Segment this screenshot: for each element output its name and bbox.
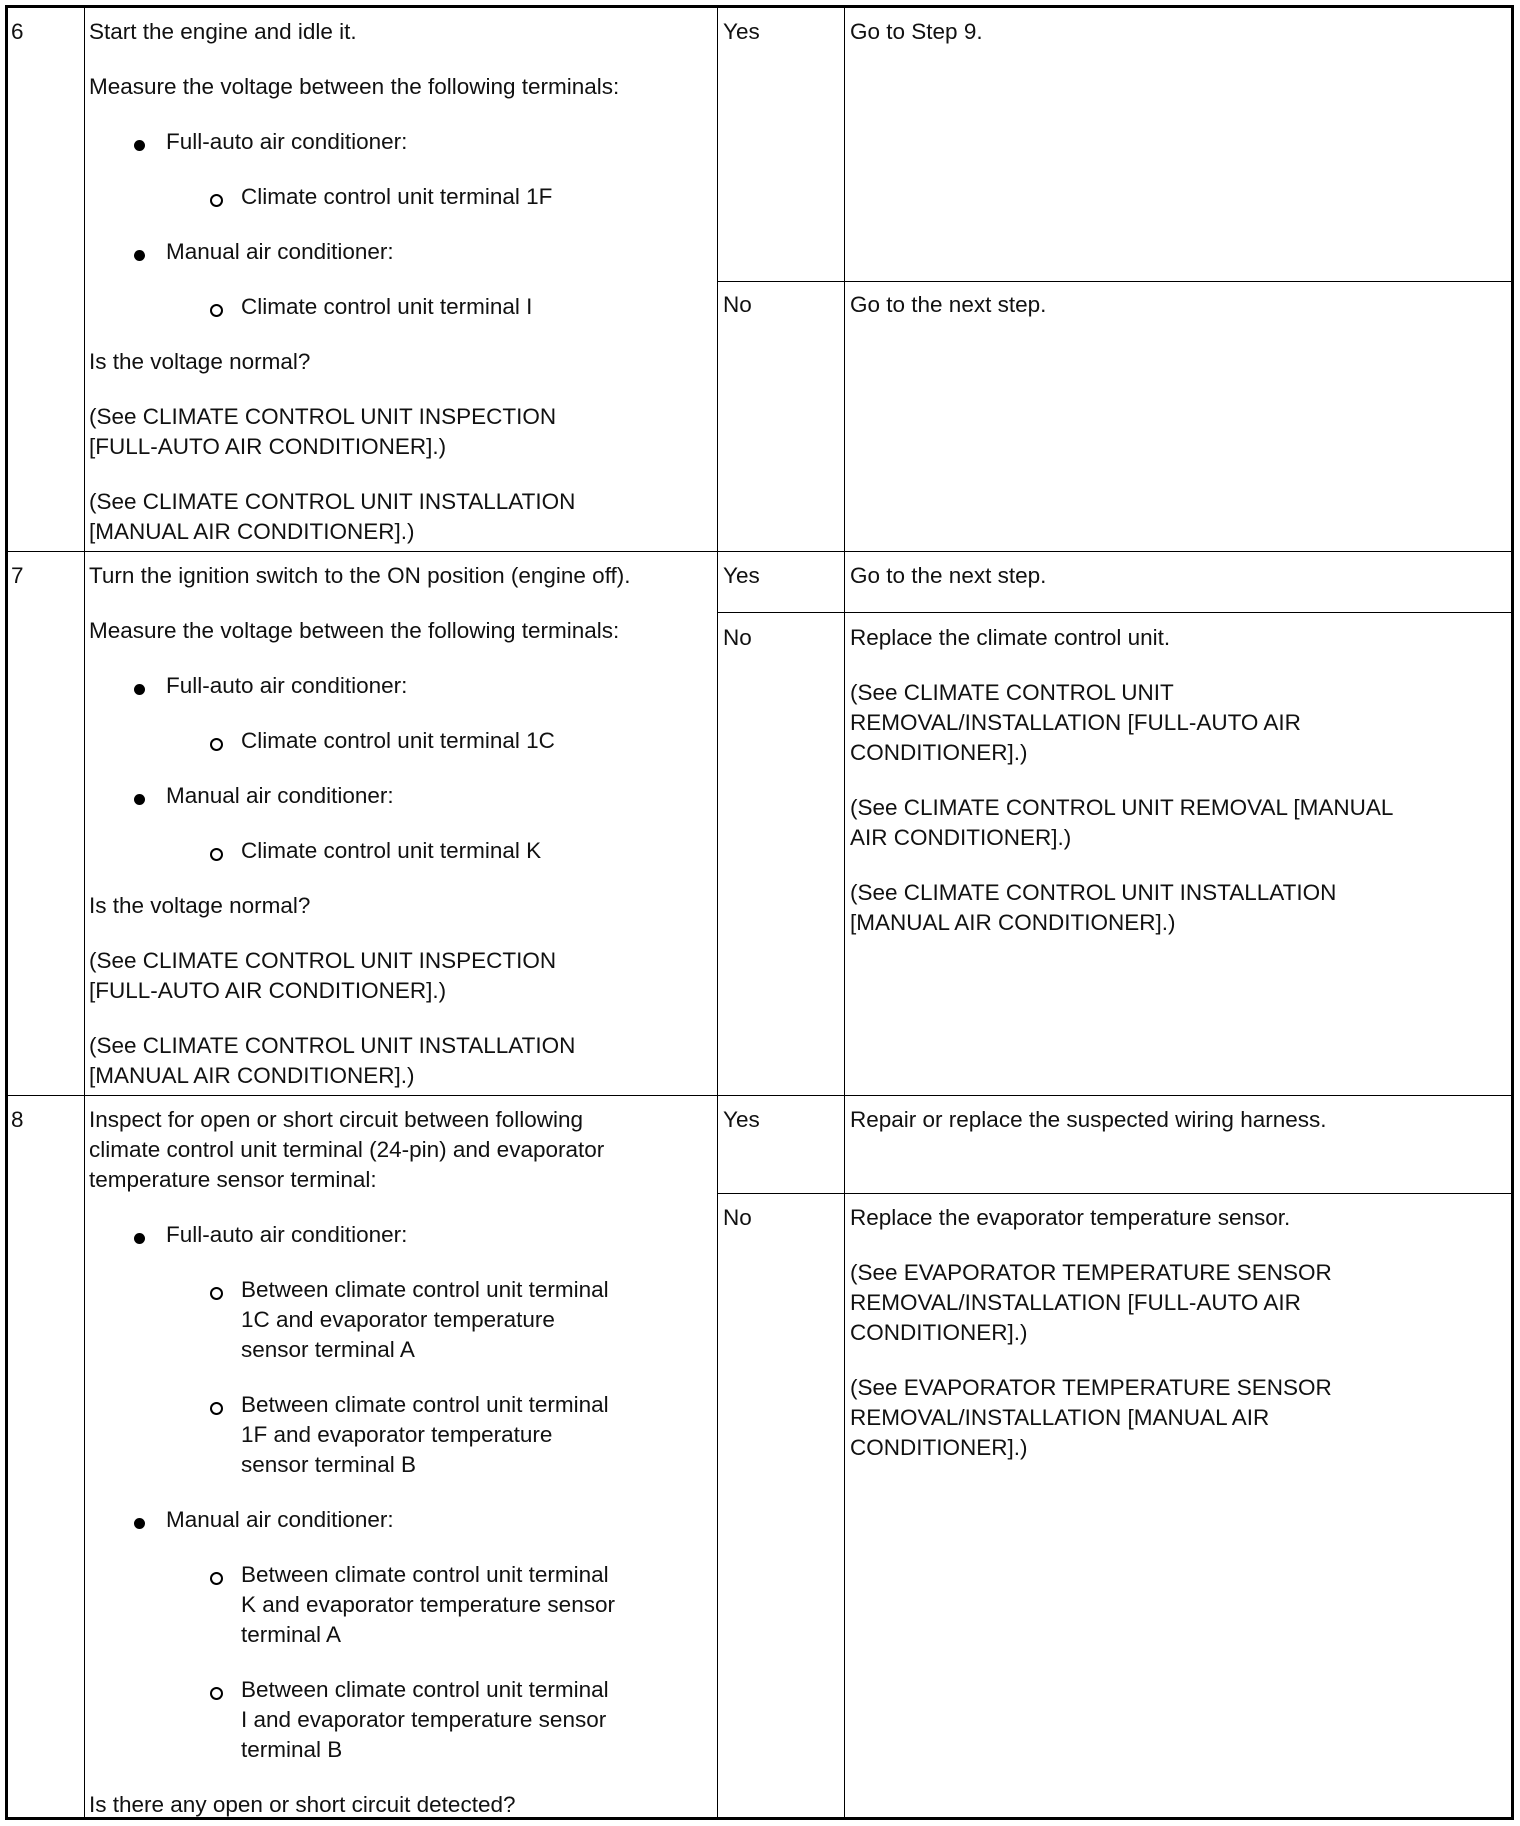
bullet-icon: [134, 684, 145, 695]
reference-text: REMOVAL/INSTALLATION [FULL-AUTO AIR: [850, 1290, 1301, 1315]
sub-bullet-text: 1F and evaporator temperature: [241, 1422, 553, 1447]
reference-text: CONDITIONER].): [850, 1435, 1028, 1460]
bullet-text: Full-auto air conditioner:: [166, 673, 408, 698]
reference-text: [FULL-AUTO AIR CONDITIONER].): [89, 434, 447, 459]
sub-bullet-text: Climate control unit terminal 1F: [241, 184, 553, 209]
sub-bullet-text: sensor terminal A: [241, 1337, 415, 1362]
action-text: Go to the next step.: [850, 563, 1047, 588]
instruction-text: Measure the voltage between the following terminals:: [89, 618, 620, 643]
action-text: Replace the evaporator temperature sensor.: [850, 1205, 1291, 1230]
bullet-text: Full-auto air conditioner:: [166, 1222, 408, 1247]
instruction-text: temperature sensor terminal:: [89, 1167, 377, 1192]
column-divider: [84, 8, 85, 1817]
sub-bullet-text: 1C and evaporator temperature: [241, 1307, 555, 1332]
circle-bullet-icon: [210, 1687, 223, 1700]
sub-bullet-text: Climate control unit terminal I: [241, 294, 533, 319]
reference-text: (See CLIMATE CONTROL UNIT INSTALLATION: [89, 1033, 576, 1058]
result-label-no: No: [723, 292, 752, 317]
question-text: Is there any open or short circuit detected?: [89, 1792, 516, 1817]
reference-text: (See CLIMATE CONTROL UNIT: [850, 680, 1174, 705]
result-label-yes: Yes: [723, 563, 760, 588]
result-divider: [717, 1193, 1511, 1194]
row-divider: [8, 551, 1511, 552]
instruction-text: Start the engine and idle it.: [89, 19, 357, 44]
result-label-no: No: [723, 625, 752, 650]
action-text: Go to Step 9.: [850, 19, 983, 44]
sub-bullet-text: terminal B: [241, 1737, 343, 1762]
sub-bullet-text: Climate control unit terminal K: [241, 838, 542, 863]
reference-text: REMOVAL/INSTALLATION [MANUAL AIR: [850, 1405, 1270, 1430]
sub-bullet-text: Between climate control unit terminal: [241, 1277, 609, 1302]
circle-bullet-icon: [210, 848, 223, 861]
circle-bullet-icon: [210, 194, 223, 207]
sub-bullet-text: Between climate control unit terminal: [241, 1392, 609, 1417]
bullet-text: Manual air conditioner:: [166, 1507, 394, 1532]
sub-bullet-text: K and evaporator temperature sensor: [241, 1592, 615, 1617]
reference-text: (See EVAPORATOR TEMPERATURE SENSOR: [850, 1375, 1332, 1400]
circle-bullet-icon: [210, 1287, 223, 1300]
reference-text: REMOVAL/INSTALLATION [FULL-AUTO AIR: [850, 710, 1301, 735]
action-text: Repair or replace the suspected wiring harness.: [850, 1107, 1327, 1132]
column-divider: [844, 8, 845, 1817]
question-text: Is the voltage normal?: [89, 349, 311, 374]
bullet-icon: [134, 140, 145, 151]
reference-text: (See CLIMATE CONTROL UNIT REMOVAL [MANUAL: [850, 795, 1394, 820]
result-label-no: No: [723, 1205, 752, 1230]
step-number: 6: [11, 19, 24, 44]
step-number: 8: [11, 1107, 24, 1132]
result-label-yes: Yes: [723, 1107, 760, 1132]
instruction-text: climate control unit terminal (24-pin) and evaporator: [89, 1137, 605, 1162]
instruction-text: Inspect for open or short circuit between following: [89, 1107, 584, 1132]
action-text: Go to the next step.: [850, 292, 1047, 317]
instruction-text: Measure the voltage between the following terminals:: [89, 74, 620, 99]
result-divider: [717, 281, 1511, 282]
bullet-text: Manual air conditioner:: [166, 239, 394, 264]
reference-text: CONDITIONER].): [850, 740, 1028, 765]
column-divider: [717, 8, 718, 1817]
reference-text: [MANUAL AIR CONDITIONER].): [89, 519, 415, 544]
bullet-text: Manual air conditioner:: [166, 783, 394, 808]
bullet-text: Full-auto air conditioner:: [166, 129, 408, 154]
circle-bullet-icon: [210, 738, 223, 751]
question-text: Is the voltage normal?: [89, 893, 311, 918]
reference-text: (See CLIMATE CONTROL UNIT INSPECTION: [89, 404, 557, 429]
reference-text: (See CLIMATE CONTROL UNIT INSTALLATION: [850, 880, 1337, 905]
bullet-icon: [134, 250, 145, 261]
reference-text: AIR CONDITIONER].): [850, 825, 1072, 850]
step-number: 7: [11, 563, 24, 588]
circle-bullet-icon: [210, 304, 223, 317]
troubleshooting-table: [5, 5, 1514, 1820]
bullet-icon: [134, 794, 145, 805]
circle-bullet-icon: [210, 1402, 223, 1415]
circle-bullet-icon: [210, 1572, 223, 1585]
reference-text: [FULL-AUTO AIR CONDITIONER].): [89, 978, 447, 1003]
sub-bullet-text: terminal A: [241, 1622, 342, 1647]
reference-text: [MANUAL AIR CONDITIONER].): [850, 910, 1176, 935]
sub-bullet-text: Climate control unit terminal 1C: [241, 728, 555, 753]
sub-bullet-text: I and evaporator temperature sensor: [241, 1707, 607, 1732]
bullet-icon: [134, 1518, 145, 1529]
instruction-text: Turn the ignition switch to the ON position (engine off).: [89, 563, 631, 588]
action-text: Replace the climate control unit.: [850, 625, 1171, 650]
sub-bullet-text: Between climate control unit terminal: [241, 1562, 609, 1587]
result-divider: [717, 612, 1511, 613]
reference-text: (See EVAPORATOR TEMPERATURE SENSOR: [850, 1260, 1332, 1285]
bullet-icon: [134, 1233, 145, 1244]
reference-text: (See CLIMATE CONTROL UNIT INSTALLATION: [89, 489, 576, 514]
reference-text: CONDITIONER].): [850, 1320, 1028, 1345]
reference-text: [MANUAL AIR CONDITIONER].): [89, 1063, 415, 1088]
sub-bullet-text: Between climate control unit terminal: [241, 1677, 609, 1702]
row-divider: [8, 1095, 1511, 1096]
result-label-yes: Yes: [723, 19, 760, 44]
reference-text: (See CLIMATE CONTROL UNIT INSPECTION: [89, 948, 557, 973]
sub-bullet-text: sensor terminal B: [241, 1452, 417, 1477]
